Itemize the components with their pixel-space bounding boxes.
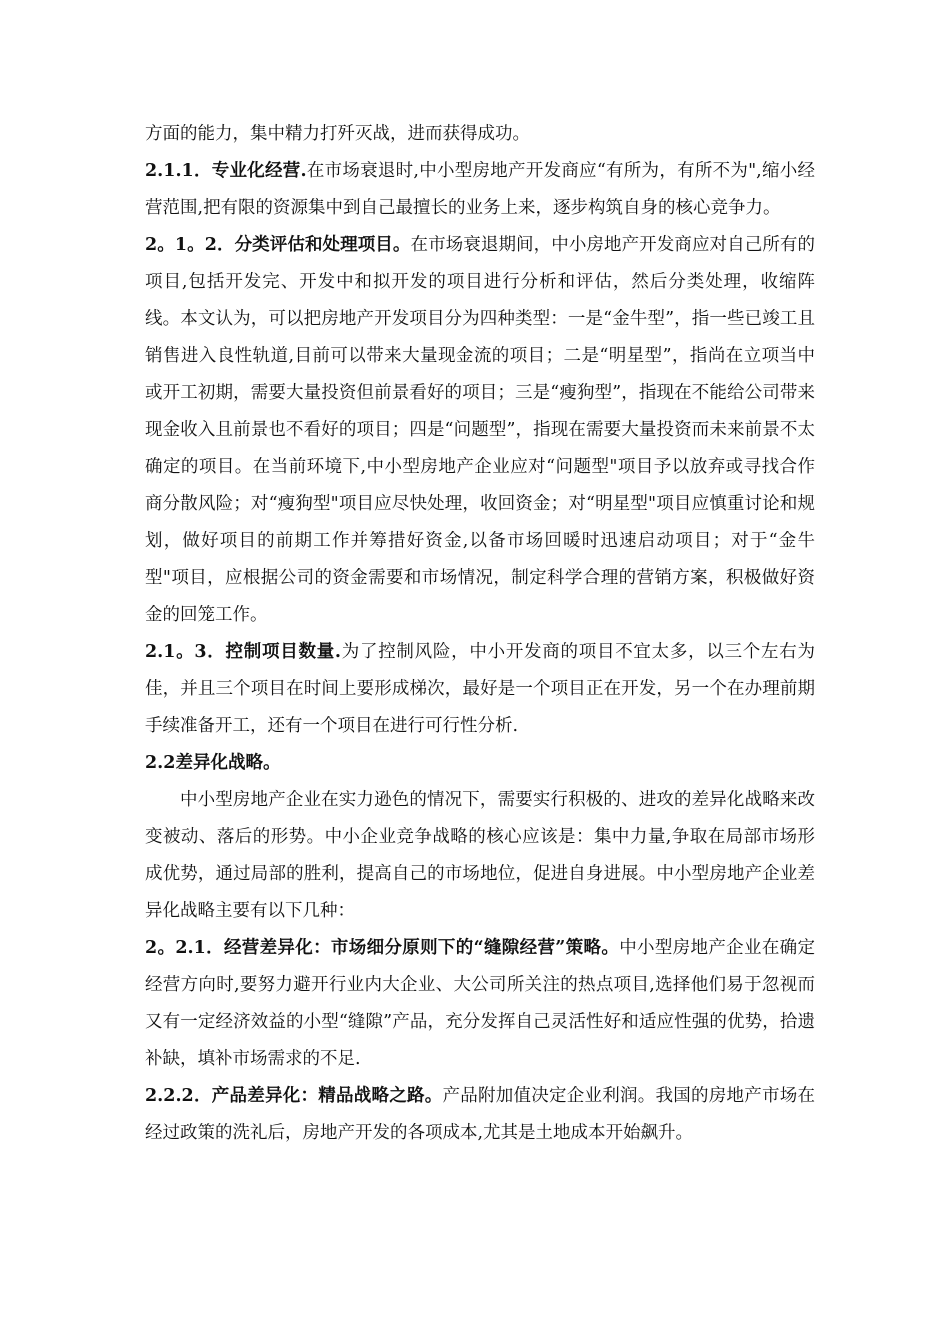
paragraph-text: 产品附加值决定企业利润。我国的房地产市场在经过政策的洗礼后，房地产开发的各项成本,尤其是土地成本开始飙升。: [145, 1086, 816, 1143]
paragraph-text: 中小型房地产企业在确定经营方向时,要努力避开行业内大企业、大公司所关注的热点项目,选择他们易于忽视而又有一定经济效益的小型“缝隙”产品，充分发挥自己灵活性好和适应性强的优势，拾遗补缺，填补市场需求的不足.: [145, 938, 815, 1069]
document-body: [145, 116, 815, 1152]
paragraph-2-1-1: [145, 153, 815, 227]
section-title-2-2: [145, 745, 815, 782]
section-heading: 2.2.2．产品差异化：精品战略之路。: [145, 1086, 443, 1106]
section-heading: 2.1。3．控制项目数量.: [145, 642, 342, 662]
paragraph-text: 为了控制风险，中小开发商的项目不宜太多，以三个左右为佳，并且三个项目在时间上要形成梯次，最好是一个项目正在开发，另一个在办理前期手续准备开工，还有一个项目在进行可行性分析.: [145, 642, 815, 736]
paragraph-2-2-2: [145, 1078, 815, 1152]
paragraph-2-1-2: [145, 227, 815, 634]
section-heading: 2。1。2．分类评估和处理项目。: [145, 235, 411, 255]
paragraph-text: 在市场衰退时,中小型房地产开发商应“有所为，有所不为",缩小经营范围,把有限的资源集中到自己最擅长的业务上来，逐步构筑自身的核心竞争力。: [145, 161, 815, 218]
paragraph-continuation: [145, 116, 815, 153]
paragraph-text: 在市场衰退期间，中小房地产开发商应对自己所有的项目,包括开发完、开发中和拟开发的项目进行分析和评估，然后分类处理，收缩阵线。本文认为，可以把房地产开发项目分为四种类型：一是“金牛型”，指一些已竣工且销售进入良性轨道,目前可以带来大量现金流的项目；二是“明星型”，指尚在立项当中或开工初期，需要大量投资但前景看好的项目；三是“瘦狗型”，指现在不能给公司带来现金收入且前景也不看好的项目；四是“问题型”，指现在需要大量投资而未来前景不太确定的项目。在当前环境下,中小型房地产企业应对“问题型"项目予以放弃或寻找合作商分散风险；对“瘦狗型"项目应尽快处理，收回资金；对“明星型"项目应慎重讨论和规划，做好项目的前期工作并筹措好资金,以备市场回暖时迅速启动项目；对于“金牛型"项目，应根据公司的资金需要和市场情况，制定科学合理的营销方案，积极做好资金的回笼工作。: [145, 235, 816, 625]
paragraph-2-1-3: [145, 634, 815, 745]
paragraph-text: 方面的能力，集中精力打歼灭战，进而获得成功。: [145, 124, 530, 144]
section-heading: 2。2.1．经营差异化：市场细分原则下的“缝隙经营”策略。: [145, 938, 620, 958]
paragraph-intro-2-2: [145, 782, 815, 930]
section-heading: 2.1.1．专业化经营.: [145, 161, 307, 181]
section-heading: 2.2差异化战略。: [145, 753, 281, 773]
paragraph-2-2-1: [145, 930, 815, 1078]
paragraph-text: 中小型房地产企业在实力逊色的情况下，需要实行积极的、进攻的差异化战略来改变被动、落后的形势。中小企业竞争战略的核心应该是：集中力量,争取在局部市场形成优势，通过局部的胜利，提高自己的市场地位，促进自身进展。中小型房地产企业差异化战略主要有以下几种：: [145, 790, 815, 921]
